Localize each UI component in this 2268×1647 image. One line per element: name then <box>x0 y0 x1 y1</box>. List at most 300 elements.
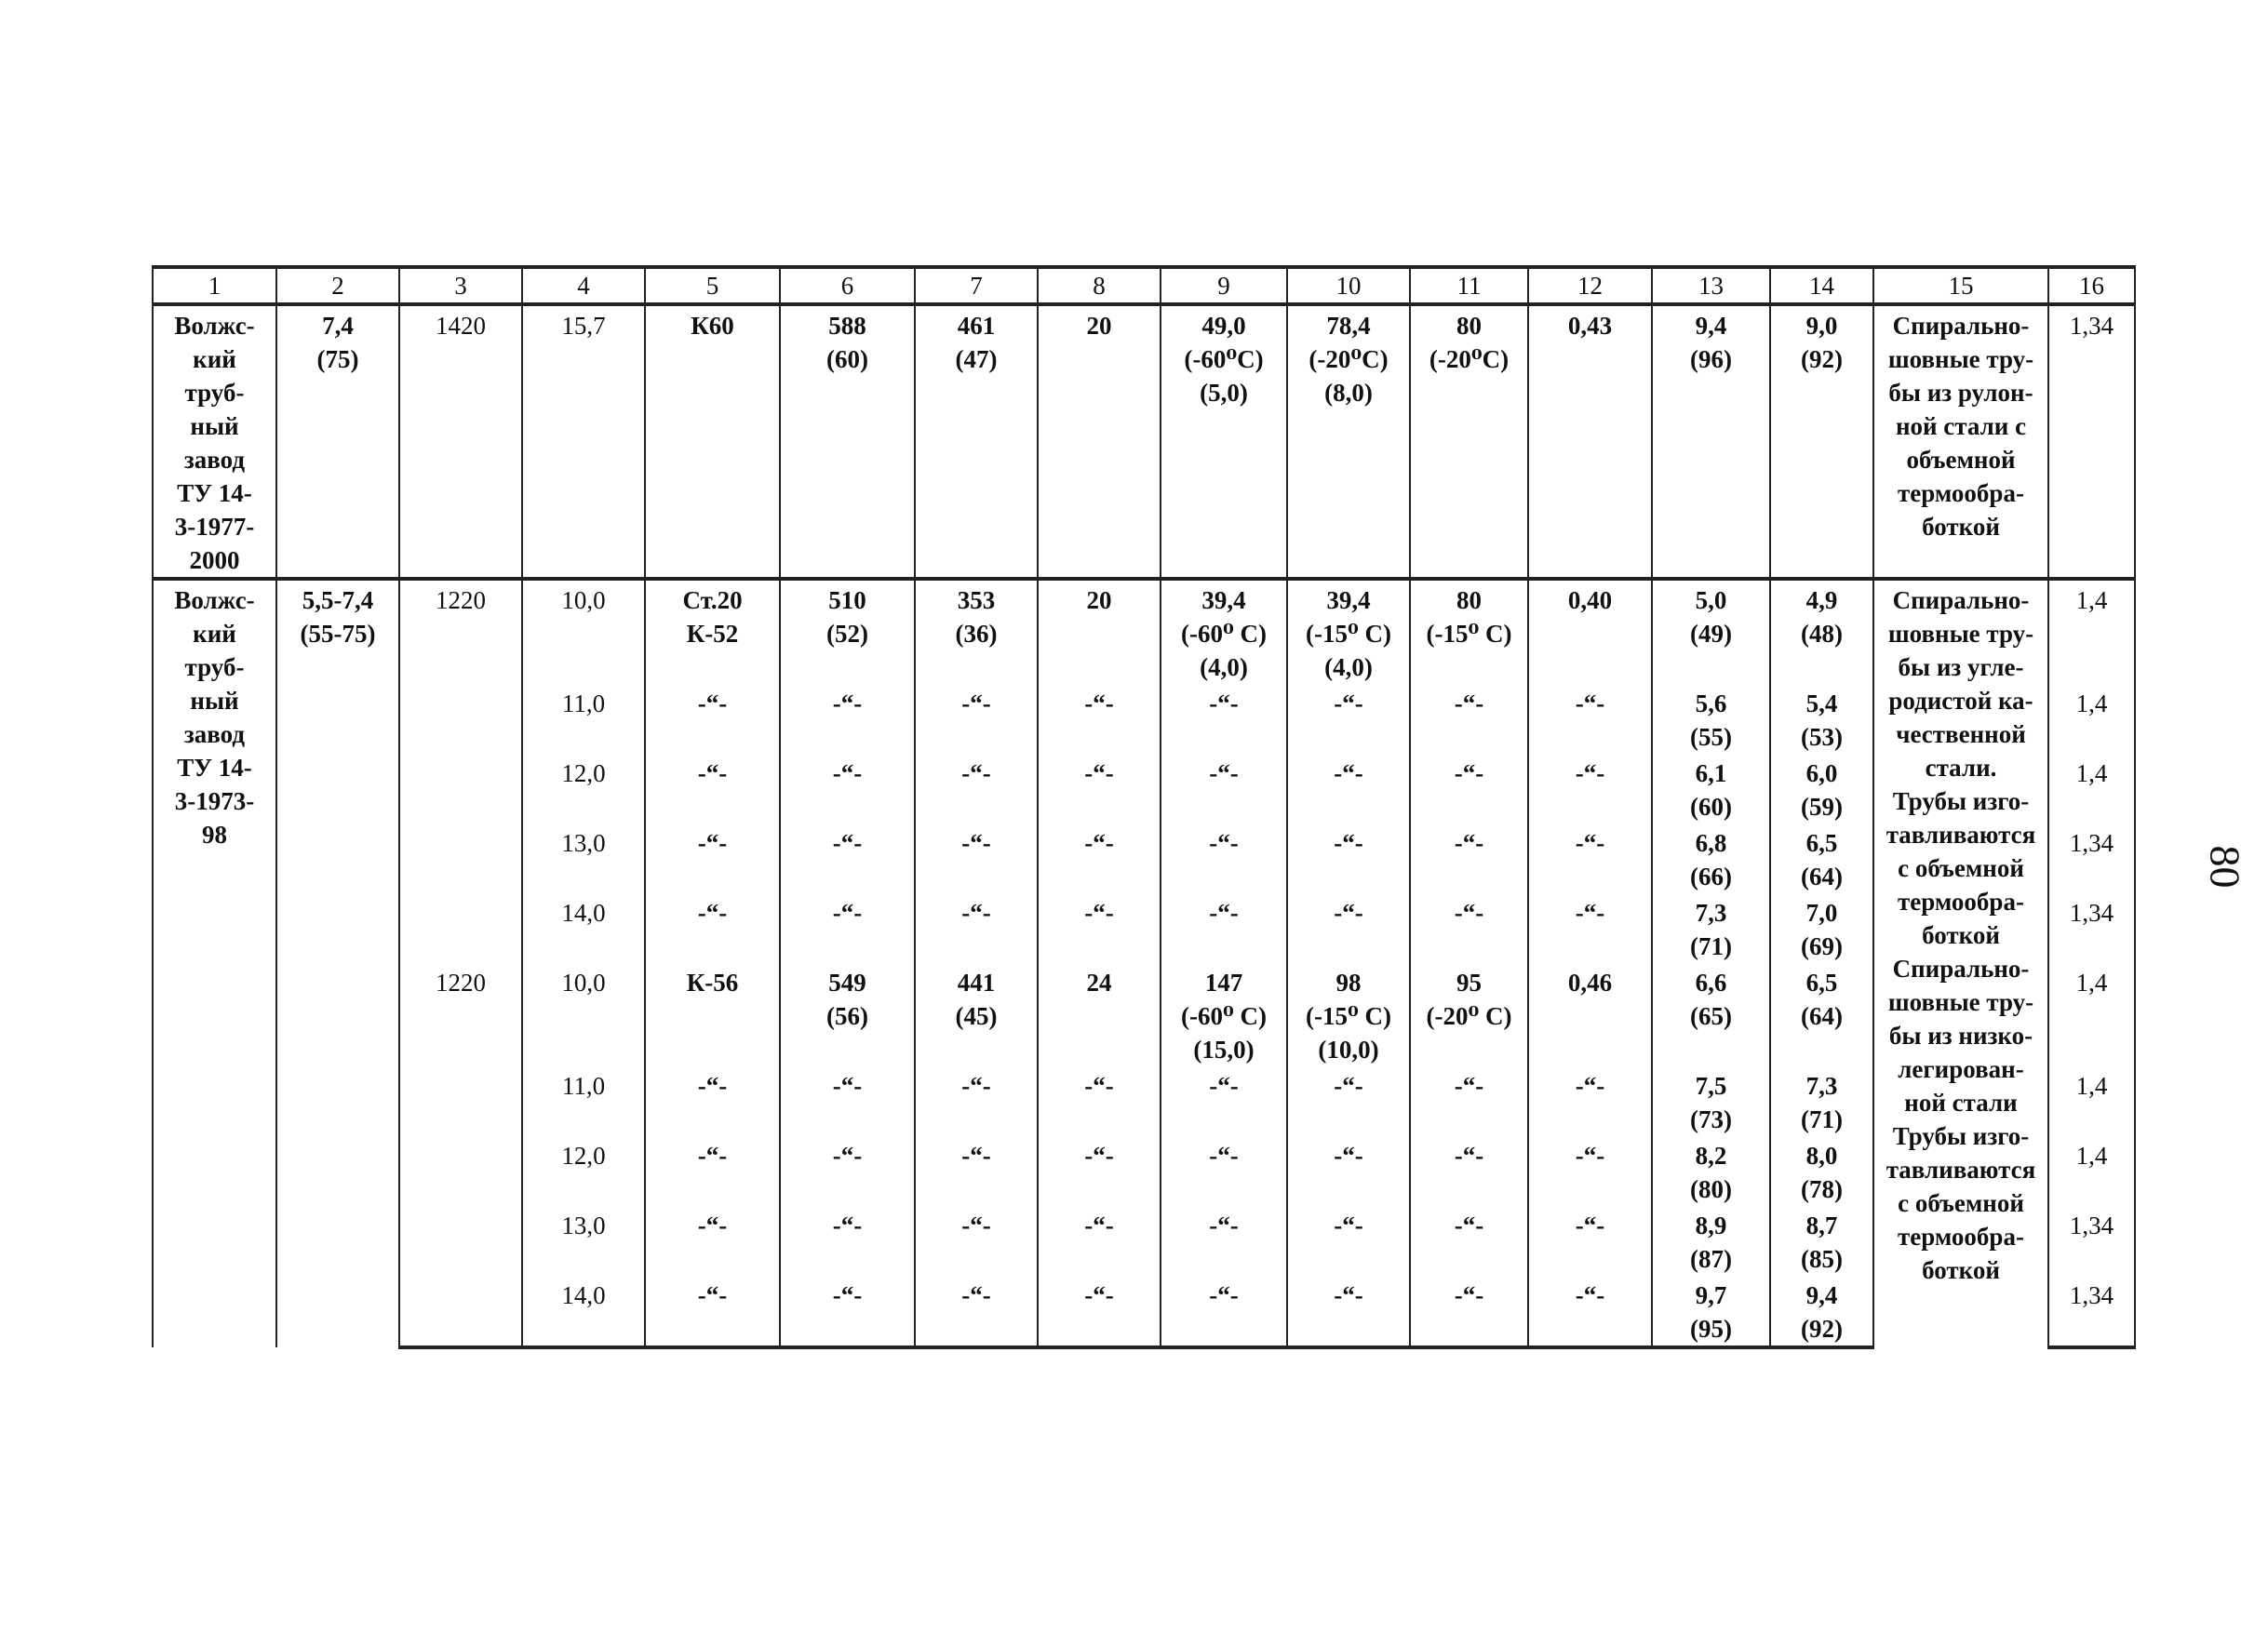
row-cell-16 <box>2048 1206 2135 1276</box>
row-cell-4 <box>522 824 645 893</box>
group1-cell-10-line: (8,0) <box>1324 379 1373 407</box>
row-cell-6-line: 549 <box>828 969 866 997</box>
row-cell-11 <box>1410 963 1528 1066</box>
group1-cell-13-line: 9,4 <box>1695 312 1727 340</box>
row-cell-5-line: -“- <box>697 1072 728 1100</box>
row-cell-13-line: 7,5 <box>1695 1072 1727 1100</box>
group2-cell-2-line: (55-75) <box>300 620 376 648</box>
row-cell-11-line: -“- <box>1454 759 1484 787</box>
row-cell-13-line: (80) <box>1690 1175 1732 1203</box>
group1-cell-8-line: 20 <box>1086 312 1112 340</box>
row-cell-7 <box>915 824 1038 893</box>
row-cell-9-line: -“- <box>1209 1142 1239 1170</box>
row-cell-14 <box>1770 1206 1873 1276</box>
row-cell-6-line: -“- <box>832 1281 863 1309</box>
group1-cell-3-line: 1420 <box>436 312 486 340</box>
row-cell-8 <box>1038 893 1161 963</box>
row-cell-6-line: -“- <box>832 829 863 857</box>
group2-cell-15 <box>1873 579 2048 1347</box>
row-cell-8 <box>1038 963 1161 1066</box>
row-cell-9 <box>1161 1276 1287 1347</box>
spec-table-sheet <box>152 265 2125 1349</box>
row-cell-7-line: -“- <box>961 759 991 787</box>
row-cell-14-line: 8,0 <box>1805 1142 1838 1170</box>
row-cell-8-text: -“- <box>1084 829 1114 857</box>
row-cell-5 <box>645 754 780 824</box>
row-cell-13-line: 6,8 <box>1695 829 1727 857</box>
group2-cell-15-line: Трубы изго- <box>1892 787 2030 815</box>
row-cell-16-text: 1,4 <box>2075 1072 2108 1100</box>
row-cell-6-line: -“- <box>832 759 863 787</box>
row-cell-13-line: (73) <box>1690 1105 1732 1133</box>
row-cell-13-line: (87) <box>1690 1245 1732 1273</box>
row-cell-7 <box>915 963 1038 1066</box>
row-cell-5-line: К-52 <box>686 620 739 648</box>
row-cell-16-text: 1,4 <box>2075 586 2108 614</box>
row-cell-3 <box>399 1136 522 1206</box>
group2-cell-15-line: стали. <box>1925 754 1997 782</box>
group2-cell-15-line: шовные тру- <box>1887 620 2034 648</box>
row-cell-13 <box>1652 824 1770 893</box>
header-col-10: 10 <box>1287 267 1410 304</box>
row-cell-10-line: 98 <box>1335 969 1362 997</box>
group2-cell-15-line: легирован- <box>1898 1055 2024 1083</box>
table-row <box>153 579 2135 684</box>
row-cell-16 <box>2048 1136 2135 1206</box>
row-cell-11-line: (-20⁰ C) <box>1426 1002 1512 1030</box>
row-cell-5 <box>645 1066 780 1136</box>
row-cell-16-text: 1,4 <box>2075 759 2108 787</box>
row-cell-12-text: -“- <box>1575 690 1605 717</box>
group1-cell-14-line: 9,0 <box>1805 312 1838 340</box>
row-cell-7 <box>915 1276 1038 1347</box>
row-cell-11 <box>1410 824 1528 893</box>
row-cell-9-line: -“- <box>1209 829 1239 857</box>
table-row <box>153 684 2135 754</box>
group1-cell-15-line: шовные тру- <box>1887 345 2034 373</box>
row-cell-16 <box>2048 1066 2135 1136</box>
group2-cell-15-line: термообра- <box>1898 1223 2024 1251</box>
row-cell-8-text: -“- <box>1084 899 1114 927</box>
group1-cell-9-line: 49,0 <box>1201 312 1246 340</box>
header-col-14: 14 <box>1770 267 1873 304</box>
group2-cell-15-line: боткой <box>1922 921 2000 949</box>
row-cell-4-text: 12,0 <box>561 1142 606 1170</box>
group1-cell-4 <box>522 304 645 579</box>
row-cell-7 <box>915 579 1038 684</box>
row-cell-6-line: -“- <box>832 899 863 927</box>
row-cell-11 <box>1410 893 1528 963</box>
group2-cell-1-line: труб- <box>184 653 245 681</box>
row-cell-10 <box>1287 1066 1410 1136</box>
row-cell-5-line: -“- <box>697 1281 728 1309</box>
row-cell-3 <box>399 1276 522 1347</box>
row-cell-4 <box>522 754 645 824</box>
row-cell-10 <box>1287 1136 1410 1206</box>
row-cell-3 <box>399 1206 522 1276</box>
row-cell-4 <box>522 893 645 963</box>
group2-cell-15-line: чественной <box>1896 720 2026 748</box>
group1-cell-15-line: Спирально- <box>1892 312 2030 340</box>
table-row <box>153 304 2135 579</box>
row-cell-16 <box>2048 963 2135 1066</box>
row-cell-6 <box>780 1276 915 1347</box>
row-cell-9-line: (4,0) <box>1200 653 1248 681</box>
group2-cell-2-line: 5,5-7,4 <box>302 586 374 614</box>
group1-cell-1 <box>153 304 276 579</box>
group1-cell-11 <box>1410 304 1528 579</box>
row-cell-8 <box>1038 1276 1161 1347</box>
row-cell-10-line: -“- <box>1334 1281 1363 1309</box>
row-cell-9 <box>1161 1066 1287 1136</box>
row-cell-9 <box>1161 684 1287 754</box>
row-cell-16 <box>2048 893 2135 963</box>
row-cell-7-line: -“- <box>961 899 991 927</box>
header-col-7: 7 <box>915 267 1038 304</box>
row-cell-13 <box>1652 1136 1770 1206</box>
row-cell-13-line: (95) <box>1690 1315 1732 1343</box>
row-cell-4-text: 12,0 <box>561 759 606 787</box>
row-cell-11 <box>1410 1136 1528 1206</box>
row-cell-5-line: -“- <box>697 759 728 787</box>
row-cell-9-line: 147 <box>1204 969 1243 997</box>
row-cell-10 <box>1287 684 1410 754</box>
row-cell-11-line: (-15⁰ C) <box>1426 620 1512 648</box>
row-cell-9-line: -“- <box>1209 690 1239 717</box>
row-cell-14 <box>1770 824 1873 893</box>
row-cell-6 <box>780 963 915 1066</box>
row-cell-8 <box>1038 824 1161 893</box>
row-cell-9-line: 39,4 <box>1201 586 1246 614</box>
group1-cell-1-line: Волжс- <box>174 312 255 340</box>
row-cell-11-line: -“- <box>1454 899 1484 927</box>
row-cell-4-text: 11,0 <box>561 1072 606 1100</box>
group1-cell-4-line: 15,7 <box>561 312 606 340</box>
row-cell-13 <box>1652 1066 1770 1136</box>
row-cell-13-line: 5,0 <box>1695 586 1727 614</box>
row-cell-14-line: 5,4 <box>1805 690 1838 717</box>
group1-cell-7-line: 461 <box>957 312 996 340</box>
row-cell-5 <box>645 1276 780 1347</box>
group2-cell-15-line: Спирально- <box>1892 955 2030 983</box>
row-cell-13-line: 6,6 <box>1695 969 1727 997</box>
row-cell-13-line: 6,1 <box>1695 759 1727 787</box>
row-cell-6-line: (52) <box>826 620 868 648</box>
row-cell-3 <box>399 824 522 893</box>
row-cell-12-text: 0,46 <box>1567 969 1613 997</box>
row-cell-9-line: -“- <box>1209 1072 1239 1100</box>
row-cell-3 <box>399 754 522 824</box>
group1-cell-2-line: 7,4 <box>322 312 354 340</box>
group2-cell-15-line: термообра- <box>1898 888 2024 916</box>
table-row <box>153 1136 2135 1206</box>
group1-cell-5 <box>645 304 780 579</box>
row-cell-4 <box>522 1066 645 1136</box>
row-cell-13 <box>1652 963 1770 1066</box>
row-cell-10-line: (-15⁰ C) <box>1305 620 1392 648</box>
group1-cell-16 <box>2048 304 2135 579</box>
row-cell-10-line: -“- <box>1334 1212 1363 1239</box>
row-cell-10-line: -“- <box>1334 759 1363 787</box>
row-cell-4-text: 14,0 <box>561 899 606 927</box>
row-cell-14-line: 8,7 <box>1805 1212 1838 1239</box>
row-cell-7 <box>915 684 1038 754</box>
row-cell-13 <box>1652 893 1770 963</box>
row-cell-5-line: -“- <box>697 690 728 717</box>
row-cell-4-text: 14,0 <box>561 1281 606 1309</box>
row-cell-5-line: -“- <box>697 1212 728 1239</box>
row-cell-8-text: 24 <box>1086 969 1112 997</box>
row-cell-16-text: 1,4 <box>2075 1142 2108 1170</box>
table-row <box>153 963 2135 1066</box>
row-cell-7 <box>915 893 1038 963</box>
row-cell-5 <box>645 893 780 963</box>
row-cell-6 <box>780 824 915 893</box>
row-cell-12-text: 0,40 <box>1567 586 1613 614</box>
header-col-6: 6 <box>780 267 915 304</box>
group2-cell-15-line: с объемной <box>1898 854 2024 882</box>
row-cell-7-line: -“- <box>961 829 991 857</box>
row-cell-5 <box>645 1136 780 1206</box>
row-cell-5-line: К-56 <box>686 969 739 997</box>
row-cell-7 <box>915 1066 1038 1136</box>
row-cell-12-text: -“- <box>1575 899 1605 927</box>
row-cell-3-text: 1220 <box>436 586 486 614</box>
row-cell-14 <box>1770 684 1873 754</box>
group2-cell-2 <box>276 579 399 1347</box>
row-cell-14 <box>1770 1066 1873 1136</box>
table-row <box>153 1276 2135 1347</box>
row-cell-10 <box>1287 1276 1410 1347</box>
group1-cell-1-line: 3-1977- <box>174 513 255 541</box>
row-cell-7-line: -“- <box>961 1212 991 1239</box>
group1-cell-15-line: боткой <box>1922 513 2000 541</box>
row-cell-11 <box>1410 579 1528 684</box>
group1-cell-1-line: кий <box>193 345 236 373</box>
row-cell-6 <box>780 684 915 754</box>
row-cell-6 <box>780 893 915 963</box>
row-cell-12 <box>1528 1206 1652 1276</box>
row-cell-3 <box>399 893 522 963</box>
row-cell-14-line: (78) <box>1801 1175 1843 1203</box>
row-cell-16 <box>2048 1276 2135 1347</box>
row-cell-9-line: -“- <box>1209 759 1239 787</box>
row-cell-12 <box>1528 1136 1652 1206</box>
group2-cell-15-line: Спирально- <box>1892 586 2030 614</box>
row-cell-12-text: -“- <box>1575 829 1605 857</box>
row-cell-9-line: -“- <box>1209 1281 1239 1309</box>
group1-cell-12-line: 0,43 <box>1567 312 1613 340</box>
row-cell-9 <box>1161 754 1287 824</box>
row-cell-10-line: -“- <box>1334 1142 1363 1170</box>
row-cell-5-line: -“- <box>697 899 728 927</box>
row-cell-14-line: 6,0 <box>1805 759 1838 787</box>
row-cell-16 <box>2048 684 2135 754</box>
row-cell-9-line: -“- <box>1209 899 1239 927</box>
row-cell-8-text: -“- <box>1084 1212 1114 1239</box>
row-cell-10-line: -“- <box>1334 899 1363 927</box>
header-col-16: 16 <box>2048 267 2135 304</box>
row-cell-16-text: 1,4 <box>2075 969 2108 997</box>
header-col-12: 12 <box>1528 267 1652 304</box>
table-row <box>153 1206 2135 1276</box>
row-cell-6-line: (56) <box>826 1002 868 1030</box>
row-cell-8-text: 20 <box>1086 586 1112 614</box>
row-cell-10 <box>1287 1206 1410 1276</box>
group1-cell-9-line: (-60⁰C) <box>1184 345 1264 373</box>
row-cell-4-text: 10,0 <box>561 586 606 614</box>
row-cell-16-text: 1,34 <box>2069 1212 2114 1239</box>
row-cell-3 <box>399 579 522 684</box>
row-cell-9-line: (-60⁰ C) <box>1180 620 1268 648</box>
group1-cell-11-line: 80 <box>1456 312 1482 340</box>
row-cell-12 <box>1528 579 1652 684</box>
row-cell-12 <box>1528 684 1652 754</box>
row-cell-6 <box>780 1206 915 1276</box>
row-cell-7-line: -“- <box>961 1281 991 1309</box>
row-cell-9 <box>1161 1206 1287 1276</box>
row-cell-9 <box>1161 963 1287 1066</box>
row-cell-11-line: -“- <box>1454 1072 1484 1100</box>
group1-cell-5-line: К60 <box>691 312 734 340</box>
pipe-spec-table <box>152 265 2136 1349</box>
group1-cell-14-line: (92) <box>1801 345 1843 373</box>
row-cell-14-line: (71) <box>1801 1105 1843 1133</box>
row-cell-6-line: -“- <box>832 1142 863 1170</box>
row-cell-12 <box>1528 893 1652 963</box>
row-cell-9 <box>1161 824 1287 893</box>
group1-cell-15-line: термообра- <box>1898 479 2024 507</box>
row-cell-8-text: -“- <box>1084 1281 1114 1309</box>
row-cell-9-line: (-60⁰ C) <box>1180 1002 1268 1030</box>
header-row <box>153 267 2135 304</box>
header-col-3: 3 <box>399 267 522 304</box>
row-cell-14-line: 7,0 <box>1805 899 1838 927</box>
row-cell-14-line: (92) <box>1801 1315 1843 1343</box>
row-cell-14 <box>1770 893 1873 963</box>
row-cell-8 <box>1038 684 1161 754</box>
row-cell-6-line: -“- <box>832 690 863 717</box>
row-cell-10-line: (4,0) <box>1324 653 1373 681</box>
row-cell-9-line: (15,0) <box>1193 1036 1255 1064</box>
row-cell-10-line: -“- <box>1334 1072 1363 1100</box>
row-cell-6-line: -“- <box>832 1072 863 1100</box>
row-cell-11-line: 95 <box>1456 969 1482 997</box>
group1-cell-14 <box>1770 304 1873 579</box>
row-cell-8-text: -“- <box>1084 690 1114 717</box>
row-cell-11 <box>1410 1206 1528 1276</box>
group1-cell-1-line: 2000 <box>189 546 240 574</box>
row-cell-14-line: (53) <box>1801 723 1843 751</box>
row-cell-13 <box>1652 1206 1770 1276</box>
row-cell-7 <box>915 1206 1038 1276</box>
row-cell-9-line: -“- <box>1209 1212 1239 1239</box>
group2-cell-1-line: Волжс- <box>174 586 255 614</box>
row-cell-14-line: (64) <box>1801 863 1843 890</box>
row-cell-14-line: 6,5 <box>1805 969 1838 997</box>
group1-cell-12 <box>1528 304 1652 579</box>
group1-cell-16-line: 1,34 <box>2069 312 2114 340</box>
row-cell-12-text: -“- <box>1575 759 1605 787</box>
row-cell-8 <box>1038 579 1161 684</box>
row-cell-14 <box>1770 963 1873 1066</box>
row-cell-5 <box>645 684 780 754</box>
row-cell-12 <box>1528 963 1652 1066</box>
row-cell-12 <box>1528 824 1652 893</box>
row-cell-16-text: 1,4 <box>2075 690 2108 717</box>
row-cell-12 <box>1528 1276 1652 1347</box>
row-cell-6 <box>780 1136 915 1206</box>
group1-cell-9 <box>1161 304 1287 579</box>
row-cell-3-text: 1220 <box>436 969 486 997</box>
row-cell-10 <box>1287 754 1410 824</box>
header-col-5: 5 <box>645 267 780 304</box>
group1-cell-2-line: (75) <box>316 345 359 373</box>
row-cell-14-line: 9,4 <box>1805 1281 1838 1309</box>
row-cell-16 <box>2048 824 2135 893</box>
row-cell-4 <box>522 579 645 684</box>
row-cell-13-line: (71) <box>1690 932 1732 960</box>
row-cell-12 <box>1528 1066 1652 1136</box>
group1-cell-1-line: ТУ 14- <box>177 479 252 507</box>
group1-cell-1-line: ный <box>190 412 239 440</box>
row-cell-13-line: 9,7 <box>1695 1281 1727 1309</box>
group1-cell-1-line: завод <box>183 446 246 474</box>
group2-cell-15-line: тавливаются <box>1886 821 2036 849</box>
header-col-2: 2 <box>276 267 399 304</box>
row-cell-16 <box>2048 754 2135 824</box>
group2-cell-1 <box>153 579 276 1347</box>
row-cell-8 <box>1038 1206 1161 1276</box>
group2-cell-15-line: шовные тру- <box>1887 988 2034 1016</box>
row-cell-11 <box>1410 1276 1528 1347</box>
row-cell-14 <box>1770 1276 1873 1347</box>
row-cell-13-line: 8,2 <box>1695 1142 1727 1170</box>
row-cell-5 <box>645 1206 780 1276</box>
row-cell-12-text: -“- <box>1575 1212 1605 1239</box>
row-cell-9 <box>1161 579 1287 684</box>
row-cell-6 <box>780 579 915 684</box>
row-cell-5 <box>645 824 780 893</box>
row-cell-7-line: 441 <box>957 969 996 997</box>
group2-cell-1-line: 98 <box>202 821 227 849</box>
header-col-8: 8 <box>1038 267 1161 304</box>
row-cell-13 <box>1652 684 1770 754</box>
row-cell-6-line: 510 <box>828 586 866 614</box>
row-cell-8-text: -“- <box>1084 759 1114 787</box>
group1-cell-6 <box>780 304 915 579</box>
group2-cell-1-line: завод <box>183 720 246 748</box>
row-cell-10 <box>1287 824 1410 893</box>
group1-cell-3 <box>399 304 522 579</box>
row-cell-14 <box>1770 579 1873 684</box>
row-cell-11-line: -“- <box>1454 1212 1484 1239</box>
row-cell-8-text: -“- <box>1084 1142 1114 1170</box>
row-cell-6 <box>780 1066 915 1136</box>
group1-cell-11-line: (-20⁰C) <box>1429 345 1510 373</box>
group1-cell-7-line: (47) <box>955 345 998 373</box>
row-cell-14-line: 6,5 <box>1805 829 1838 857</box>
row-cell-11 <box>1410 754 1528 824</box>
group1-cell-13-line: (96) <box>1690 345 1732 373</box>
row-cell-11 <box>1410 1066 1528 1136</box>
row-cell-3 <box>399 684 522 754</box>
row-cell-7-line: 353 <box>957 586 996 614</box>
row-cell-14-line: (85) <box>1801 1245 1843 1273</box>
group1-cell-15-line: ной стали с <box>1895 412 2027 440</box>
row-cell-13-line: (60) <box>1690 793 1732 821</box>
row-cell-5-line: Ст.20 <box>682 586 743 614</box>
